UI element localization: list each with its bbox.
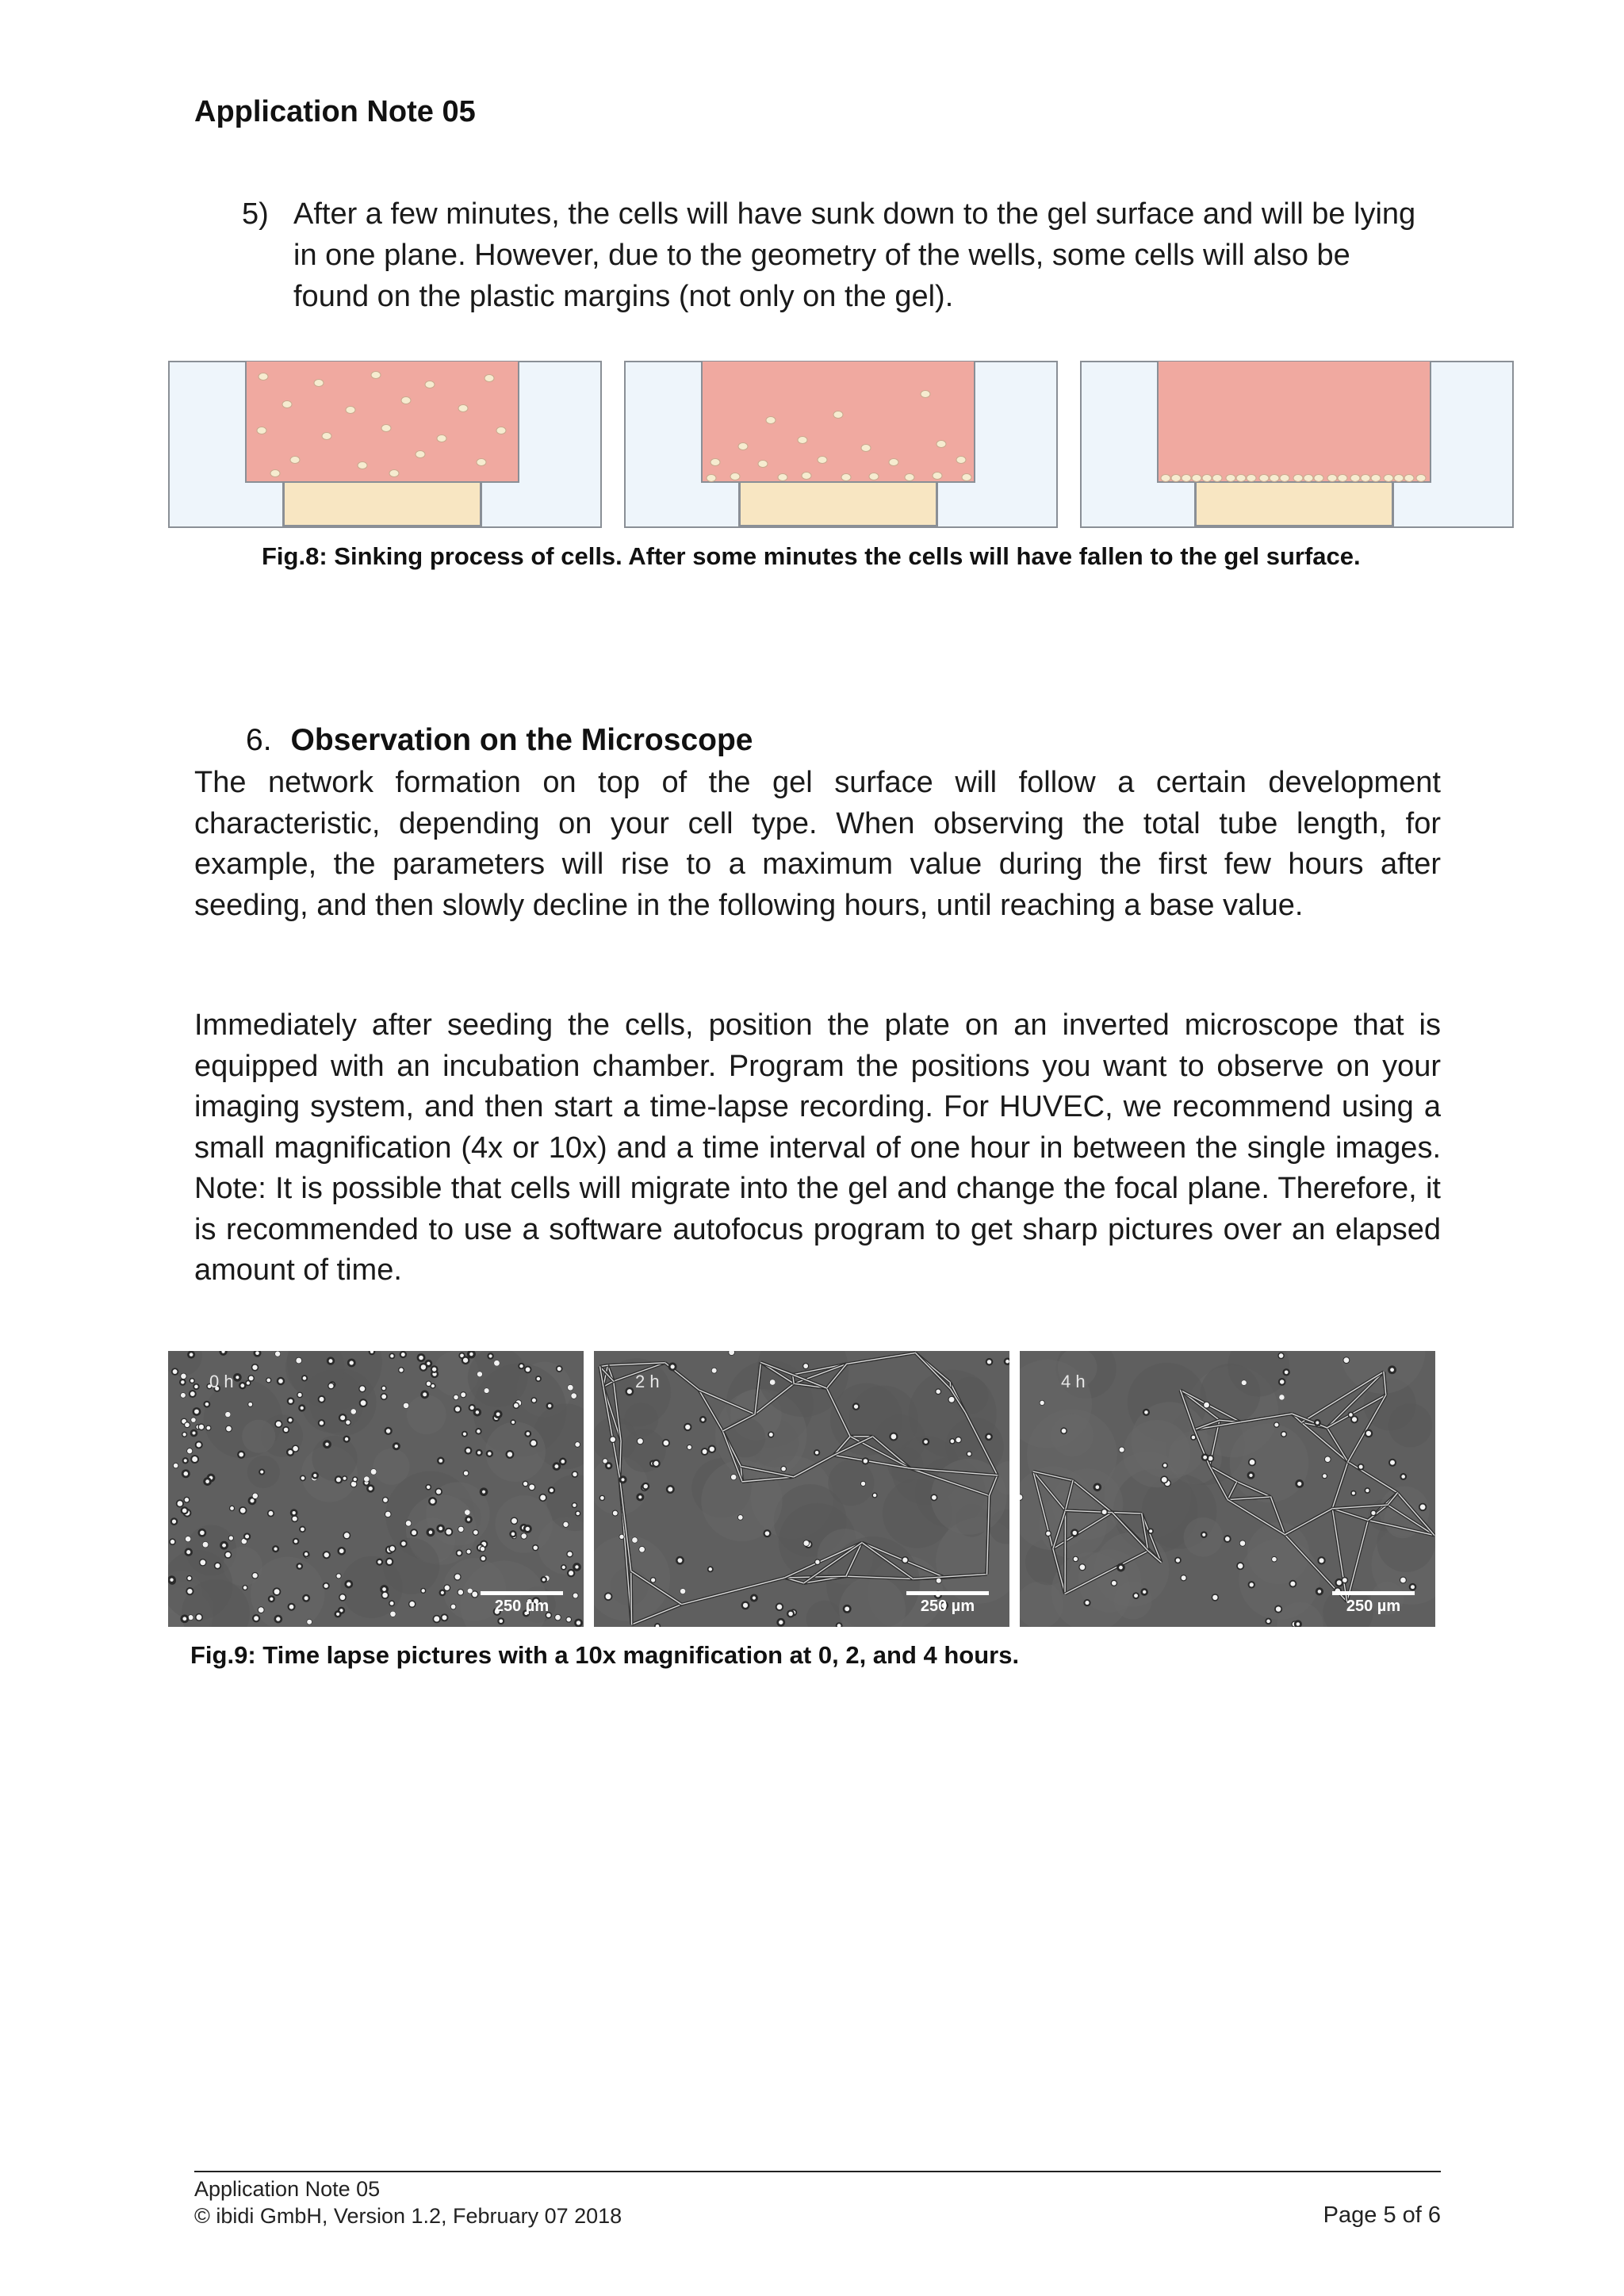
footer-page-number: Page 5 of 6 — [1323, 2202, 1441, 2228]
well-diagram-sinking — [624, 361, 1058, 531]
micrograph-0h — [168, 1351, 584, 1627]
step-5-text: After a few minutes, the cells will have sunk down to the gel surface and will be lying in one plane. However, due to the geometry of the wells, some cells will also be found on the plastic margins (not only on the gel). — [293, 197, 1416, 313]
scale-bar-label: 250 µm — [1346, 1598, 1401, 1615]
well-diagram-suspended — [168, 361, 602, 531]
micrograph-2h-image — [594, 1351, 1009, 1627]
well-stage-sinking — [624, 361, 1058, 531]
figure-8-caption: Fig.8: Sinking process of cells. After some minutes the cells will have fallen to the gel surface. — [262, 542, 1361, 570]
scale-bar-line — [906, 1591, 989, 1595]
micrograph-0h-image — [168, 1351, 584, 1627]
scale-bar-line — [481, 1591, 563, 1595]
figure-9-caption: Fig.9: Time lapse pictures with a 10x magnification at 0, 2, and 4 hours. — [190, 1641, 1020, 1669]
scale-bar-label: 250 µm — [494, 1598, 550, 1615]
time-label: 4 h — [1061, 1372, 1086, 1391]
footer-copyright: © ibidi GmbH, Version 1.2, February 07 2018 — [194, 2204, 622, 2228]
footer-divider — [194, 2171, 1441, 2172]
micrograph-4h-image — [1020, 1351, 1435, 1627]
scale-bar — [906, 1591, 989, 1616]
paragraph-time-lapse-procedure: Immediately after seeding the cells, position the plate on an inverted microscope that is equipped with an incubation chamber. Program the positions you want to observe on your imaging system, and then start a time-lapse recording. For HUVEC, we recommend using a small magnification (4x or 10x) and a time interval of one hour in between the single images. Note: It is possible that cells will migrate into the gel and change the focal plane. Therefore, it is recommended to use a software autofocus program to get sharp pictures over an elapsed amount of time. — [194, 1008, 1441, 1287]
document-header-title: Application Note 05 — [194, 95, 476, 128]
time-label: 2 h — [635, 1372, 660, 1391]
well-diagram-settled — [1080, 361, 1514, 531]
section-6-title: Observation on the Microscope — [290, 723, 753, 757]
well-stage-settled — [1080, 361, 1514, 531]
micrograph-2h — [594, 1351, 1009, 1627]
well-stage-suspended — [168, 361, 602, 531]
section-6-heading — [246, 723, 753, 758]
scale-bar-label: 250 µm — [920, 1598, 975, 1615]
paragraph-network-formation: The network formation on top of the gel surface will follow a certain development characteristic, depending on your cell type. When observing the total tube length, for example, the parameters will rise to a maximum value during the first few hours after seeding, and then slowly decline in the following hours, until reaching a base value. — [194, 766, 1441, 922]
scale-bar-line — [1332, 1591, 1415, 1595]
figure-8-sinking-diagram — [168, 361, 1515, 534]
micrograph-4h — [1020, 1351, 1435, 1627]
step-5 — [242, 193, 1431, 317]
section-6-number: 6. — [246, 723, 272, 757]
figure-9-time-lapse-images — [168, 1351, 1435, 1628]
scale-bar — [481, 1591, 563, 1616]
scale-bar — [1332, 1591, 1415, 1616]
time-label: 0 h — [209, 1372, 234, 1391]
footer-document-name: Application Note 05 — [194, 2177, 381, 2201]
step-5-number: 5) — [242, 197, 269, 231]
